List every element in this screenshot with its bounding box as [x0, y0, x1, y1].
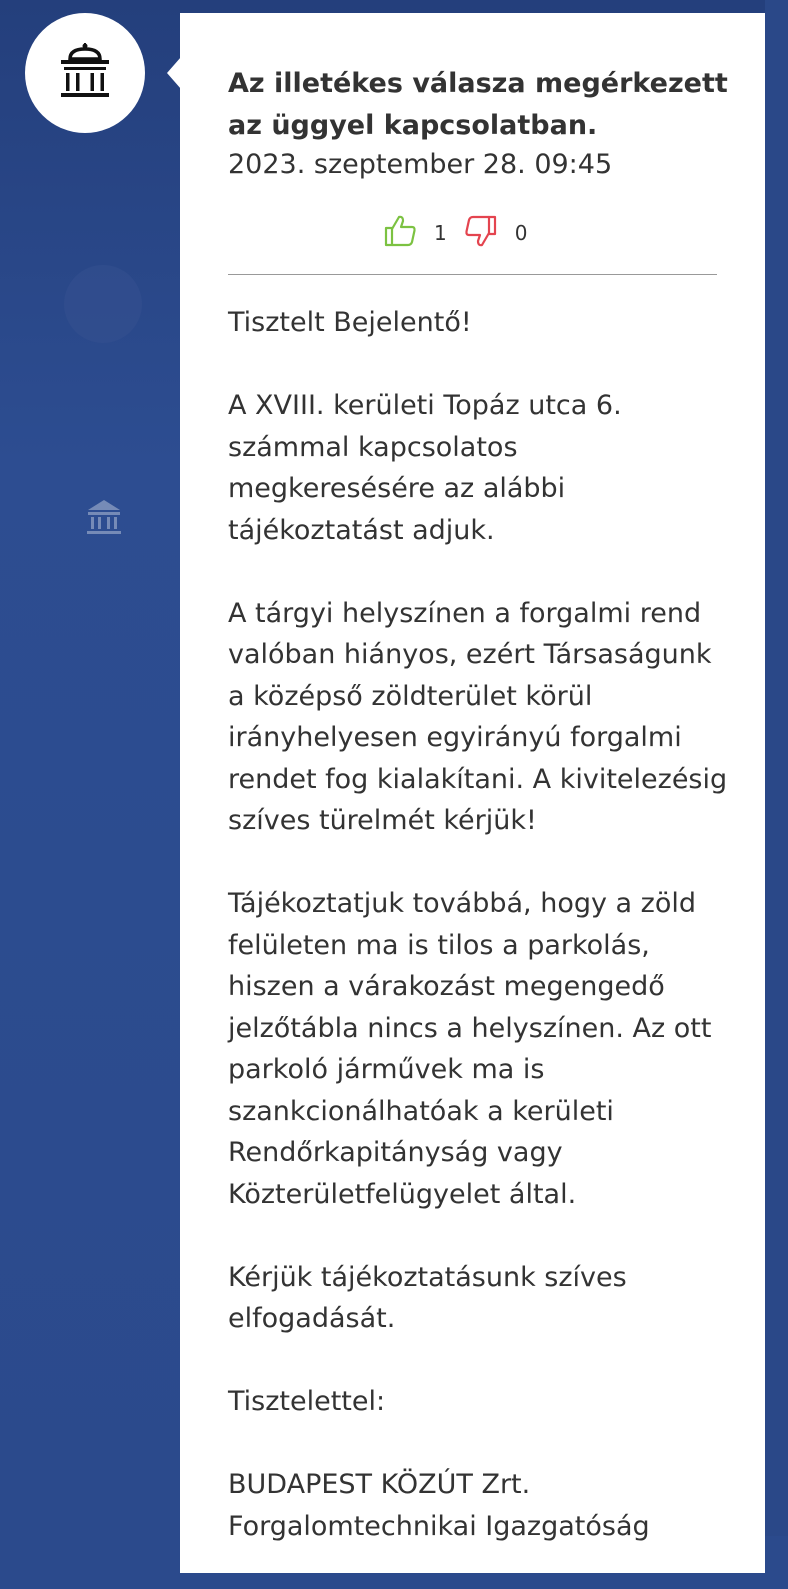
response-card [180, 13, 765, 1573]
body-paragraph: A XVIII. kerületi Topáz utca 6. számmal kapcsolatos megkeresésére az alábbi tájékoztatást adjuk. [228, 390, 622, 546]
response-title: Az illetékes válasza megérkezett az üggyel kapcsolatban. [228, 68, 728, 141]
divider [228, 274, 717, 275]
dislike-count: 0 [514, 221, 528, 245]
like-count: 1 [434, 221, 447, 245]
response-date: 2023. szeptember 28. 09:45 [228, 149, 613, 180]
faded-avatar [64, 265, 142, 343]
body-paragraph: Kérjük tájékoztatásunk szíves elfogadását. [228, 1261, 627, 1334]
thumbs-down-icon [463, 213, 499, 253]
card-pointer [167, 57, 181, 89]
body-paragraph: Tájékoztatjuk továbbá, hogy a zöld felületen ma is tilos a parkolás, hiszen a várakozást megengedő jelzőtábla nincs a helyszínen. Az ott parkoló járművek ma is szankcionálhatóak a kerületi Rendőrkapitányság vagy Közterületfelügyelet által. [228, 888, 712, 1210]
vote-bar [382, 213, 543, 253]
like-button[interactable] [382, 213, 463, 253]
building-icon [55, 40, 115, 106]
thumbs-up-icon [382, 213, 418, 253]
greeting-paragraph: Tisztelt Bejelentő! [228, 307, 472, 338]
signature-paragraph: BUDAPEST KÖZÚT Zrt. Forgalomtechnikai Igazgatóság [228, 1469, 650, 1542]
right-background-strip [765, 0, 788, 1536]
body-paragraph: A tárgyi helyszínen a forgalmi rend valóban hiányos, ezért Társaságunk a középső zöldterület körül irányhelyesen egyirányú forgalmi rendet fog kialakítani. A kivitelezésig szíves türelmét kérjük! [228, 597, 728, 836]
authority-avatar [25, 13, 145, 133]
closing-paragraph: Tisztelettel: [228, 1386, 386, 1417]
faded-building-icon [84, 497, 124, 541]
response-body [228, 302, 728, 1589]
dislike-button[interactable] [463, 213, 544, 253]
